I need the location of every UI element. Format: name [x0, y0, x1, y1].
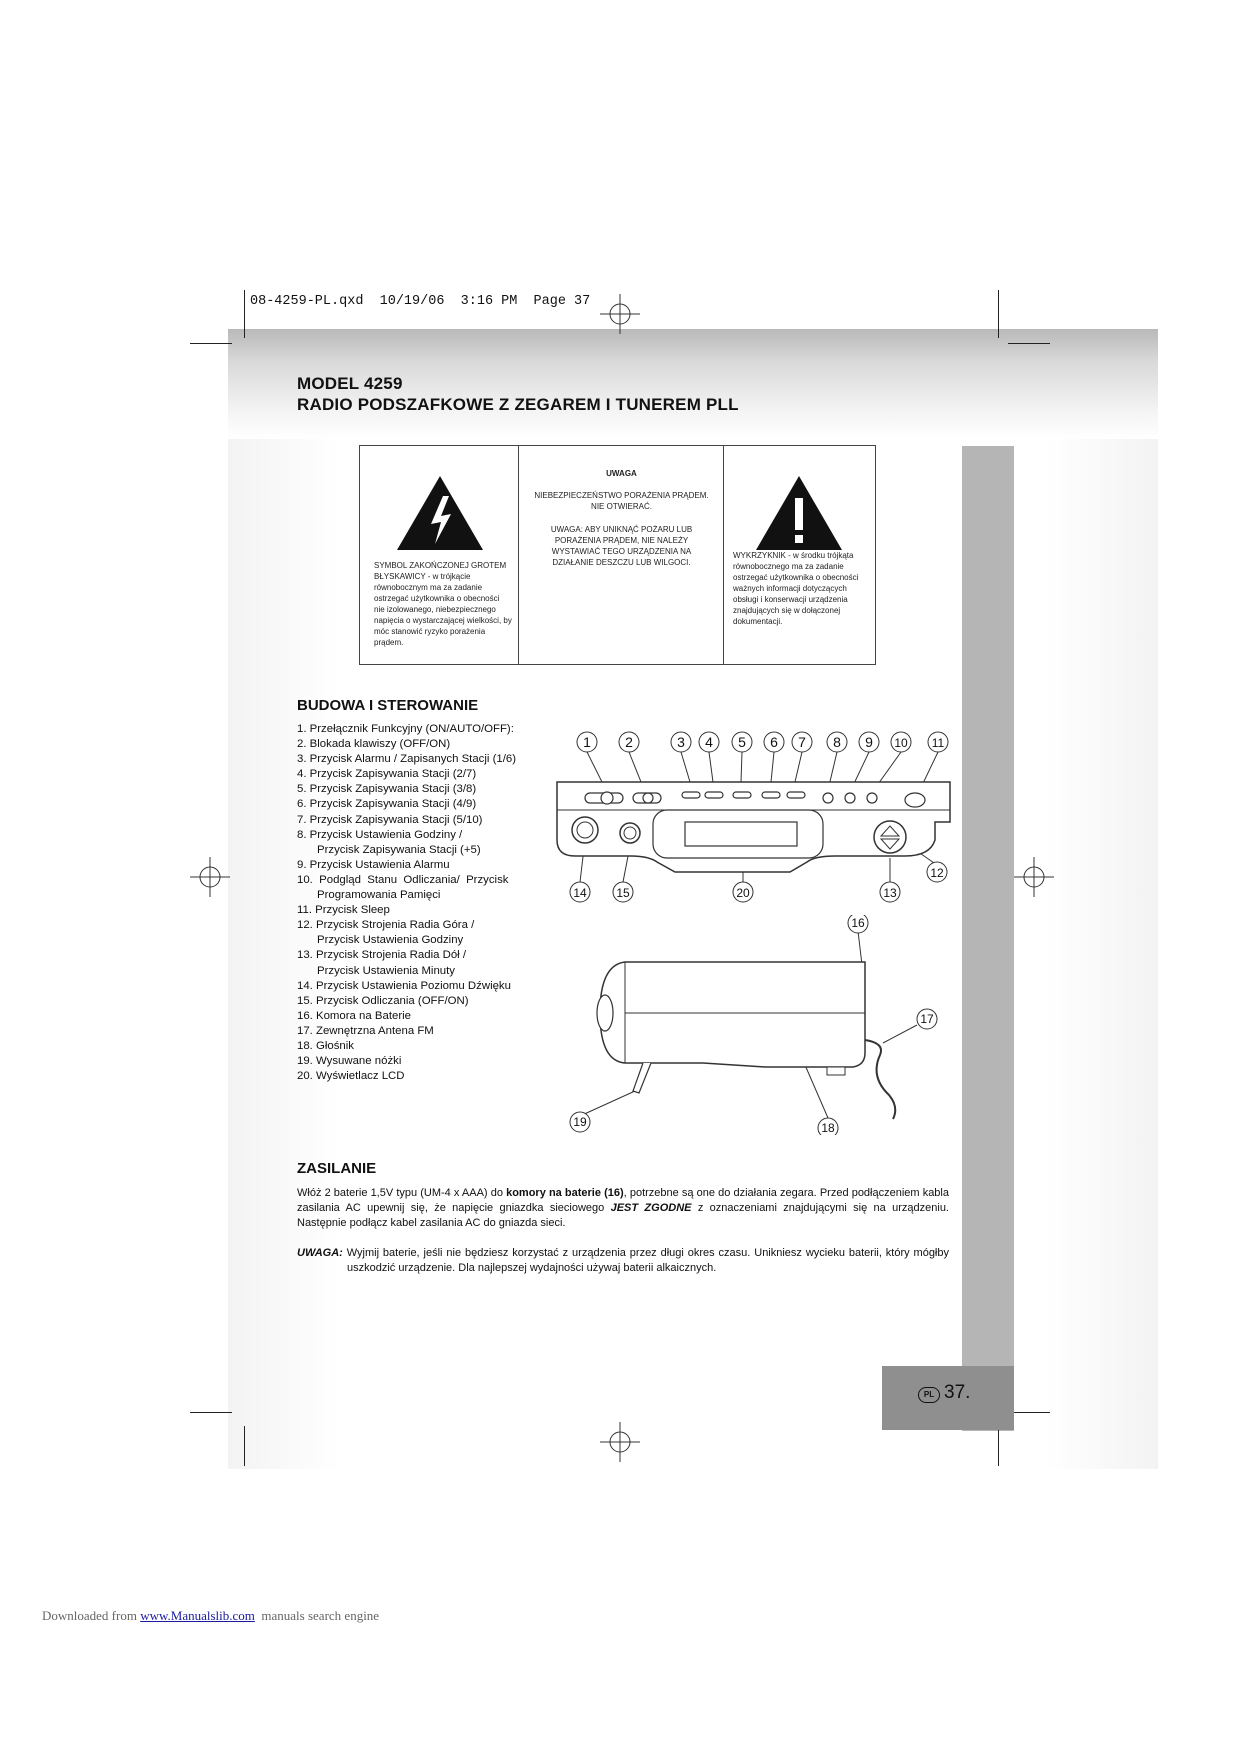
- caution-line-2: NIE OTWIERAĆ.: [591, 502, 652, 511]
- callout-16: 16: [851, 916, 865, 930]
- controls-list: [297, 722, 562, 1084]
- list-item: 9. Przycisk Ustawienia Alarmu: [297, 858, 450, 871]
- list-item: 11. Przycisk Sleep: [297, 904, 390, 917]
- footer-suffix: manuals search engine: [254, 1608, 380, 1623]
- registration-mark-icon: [598, 1420, 642, 1464]
- list-item: 10. Podgląd Stanu Odliczania/ Przycisk: [297, 873, 509, 886]
- footer-prefix: Downloaded from: [42, 1608, 141, 1623]
- radio-side-diagram: [565, 915, 945, 1135]
- crop-mark: [998, 1426, 999, 1466]
- list-item: 13. Przycisk Strojenia Radia Dół /: [297, 949, 467, 962]
- list-item: 3. Przycisk Alarmu / Zapisanych Stacji (1/6): [297, 753, 517, 766]
- callout-2: 2: [625, 734, 633, 750]
- callout-20: 20: [736, 886, 750, 900]
- callout-5: 5: [738, 734, 746, 750]
- product-title: RADIO PODSZAFKOWE Z ZEGAREM I TUNEREM PLL: [297, 395, 739, 414]
- list-item: 20. Wyświetlacz LCD: [297, 1070, 405, 1083]
- note-text: Wyjmij baterie, jeśli nie będziesz korzystać z urządzenia przez długi okres czasu. Unikniesz wycieku baterii, który mógłby uszkodzić urządzenie. Dla najlepszej wydajności używaj baterii alkaicznych.: [342, 1247, 949, 1274]
- power-heading: ZASILANIE: [297, 1160, 377, 1177]
- safety-warning-box: [359, 445, 876, 665]
- callout-3: 3: [677, 734, 685, 750]
- list-item: Przycisk Ustawienia Godziny: [317, 934, 464, 947]
- right-side-bar: [962, 446, 1014, 1431]
- callout-8: 8: [833, 734, 841, 750]
- power-text-3: z oznaczeniami znajdującymi się na urządzeniu. Następnie podłącz kabel zasilania AC do gniazda sieci.: [297, 1202, 949, 1229]
- list-item: Przycisk Zapisywania Stacji (+5): [317, 843, 481, 856]
- power-text-1: Włóż 2 baterie 1,5V typu (UM-4 x AAA) do: [297, 1187, 507, 1199]
- callout-6: 6: [770, 734, 778, 750]
- list-item: 16. Komora na Baterie: [297, 1009, 411, 1022]
- list-item: 6. Przycisk Zapisywania Stacji (4/9): [297, 798, 477, 811]
- callout-9: 9: [865, 734, 873, 750]
- list-item: 2. Blokada klawiszy (OFF/ON): [297, 738, 451, 751]
- radio-front-diagram: [545, 722, 965, 922]
- list-item: 4. Przycisk Zapisywania Stacji (2/7): [297, 768, 477, 781]
- list-item: Przycisk Ustawienia Minuty: [317, 964, 455, 977]
- voltage-match-emphasis: JEST ZGODNE: [610, 1202, 692, 1214]
- exclamation-warning-text: WYKRZYKNIK - w środku trójkąta równobocznego ma za zadanie ostrzegać użytkownika o obecności ważnych informacji dotyczących obsługi i konserwacji urządzenia znajdujących się w dołączonej dokumentacji.: [733, 551, 859, 626]
- list-item: 15. Przycisk Odliczania (OFF/ON): [297, 994, 469, 1007]
- language-badge: PL: [918, 1387, 940, 1403]
- crop-mark: [190, 1412, 232, 1413]
- crop-mark: [244, 290, 245, 338]
- caution-center-panel: [519, 446, 724, 664]
- file-header: 08-4259-PL.qxd 10/19/06 3:16 PM Page 37: [250, 294, 591, 309]
- crop-mark: [1008, 1412, 1050, 1413]
- callout-15: 15: [616, 886, 630, 900]
- list-item: 19. Wysuwane nóżki: [297, 1055, 402, 1068]
- callout-19: 19: [573, 1115, 587, 1129]
- callout-7: 7: [798, 734, 806, 750]
- power-text-2: , potrzebne są one do działania zegara. Przed podłączeniem kabla zasilania AC upewnij się, że napięcie gniazdka sieciowego: [297, 1187, 949, 1214]
- list-item: 8. Przycisk Ustawienia Godziny /: [297, 828, 463, 841]
- page-number-tab: [882, 1366, 1014, 1430]
- battery-compartment-ref: komory na baterie (16): [506, 1187, 624, 1199]
- crop-mark: [998, 290, 999, 338]
- list-item: 14. Przycisk Ustawienia Poziomu Dźwięku: [297, 979, 511, 992]
- download-footer: [42, 1608, 379, 1624]
- callout-14: 14: [573, 886, 587, 900]
- lightning-warning-icon: [395, 474, 485, 552]
- registration-mark-icon: [188, 855, 232, 899]
- manualslib-link[interactable]: www.Manualslib.com: [140, 1608, 255, 1623]
- list-item: 7. Przycisk Zapisywania Stacji (5/10): [297, 813, 483, 826]
- registration-mark-icon: [598, 292, 642, 336]
- caution-line-1: NIEBEZPIECZEŃSTWO PORAŻENIA PRĄDEM.: [534, 491, 709, 500]
- exclamation-warning-panel: [724, 446, 875, 664]
- page-number: 37.: [944, 1382, 971, 1403]
- callout-13: 13: [883, 886, 897, 900]
- power-paragraph: [297, 1186, 949, 1231]
- caution-line-3: UWAGA: ABY UNIKNĄĆ POŻARU LUB PORAŻENIA PRĄDEM, NIE NALEŻY WYSTAWIAĆ TEGO URZĄDZENIA NA DZIAŁANIE DESZCZU LUB WILGOCI.: [550, 525, 693, 567]
- crop-mark: [190, 343, 232, 344]
- callout-1: 1: [583, 734, 591, 750]
- callout-4: 4: [705, 734, 713, 750]
- note-paragraph: [297, 1246, 949, 1276]
- list-item: 1. Przełącznik Funkcyjny (ON/AUTO/OFF):: [297, 723, 514, 735]
- callout-17: 17: [920, 1012, 934, 1026]
- crop-mark: [1008, 343, 1050, 344]
- controls-heading: BUDOWA I STEROWANIE: [297, 697, 479, 714]
- model-title: MODEL 4259: [297, 374, 403, 393]
- note-label: UWAGA:: [297, 1247, 343, 1259]
- exclamation-warning-icon: [754, 474, 844, 552]
- callout-10: 10: [894, 736, 908, 750]
- list-item: 17. Zewnętrzna Antena FM: [297, 1024, 434, 1037]
- caution-title: UWAGA: [606, 469, 637, 478]
- registration-mark-icon: [1012, 855, 1056, 899]
- list-item: 5. Przycisk Zapisywania Stacji (3/8): [297, 783, 477, 796]
- callout-12: 12: [930, 866, 944, 880]
- callout-11: 11: [931, 736, 945, 750]
- list-item: 12. Przycisk Strojenia Radia Góra /: [297, 919, 475, 932]
- list-item: Programowania Pamięci: [317, 889, 441, 902]
- crop-mark: [244, 1426, 245, 1466]
- callout-18: 18: [821, 1121, 835, 1135]
- lightning-warning-text: SYMBOL ZAKOŃCZONEJ GROTEM BŁYSKAWICY - w trójkącie równobocznym ma za zadanie ostrzegać użytkownika o obecności nie izolowanego, niebezpiecznego napięcia o wystarczającej wielkości, by móc stanowić ryzyko porażenia prądem.: [374, 561, 512, 647]
- list-item: 18. Głośnik: [297, 1039, 354, 1052]
- lightning-warning-panel: [360, 446, 519, 664]
